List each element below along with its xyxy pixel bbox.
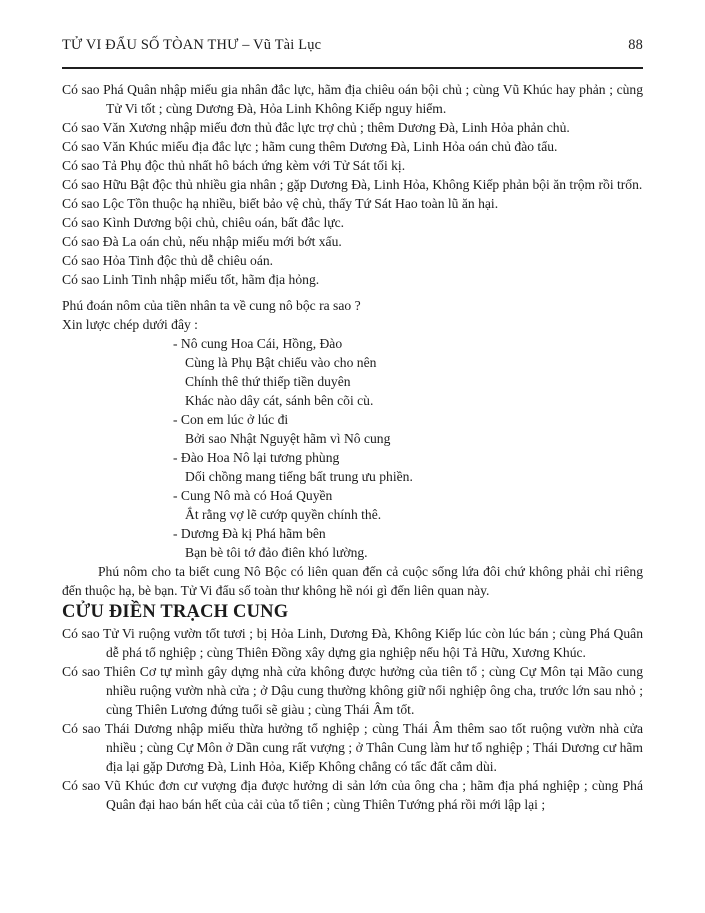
paragraph: Có sao Linh Tinh nhập miếu tốt, hãm địa hỏng. [62, 272, 320, 287]
poem-stanza [62, 486, 643, 524]
poem-stanza [62, 524, 643, 562]
poem-line: Khác nào dây cát, sánh bên cõi cù. [185, 393, 374, 408]
poem-line: - Đào Hoa Nô lại tương phùng [173, 450, 340, 465]
closing-paragraph: Phú nôm cho ta biết cung Nô Bộc có liên quan đến cả cuộc sống lứa đôi chứ không phải chỉ riêng đến thuộc hạ, bè bạn. Tử Vi đẩu số toàn thư không hề nói gì đến liên quan này. [62, 564, 643, 598]
poem-line: Bởi sao Nhật Nguyệt hãm vì Nô cung [185, 431, 391, 446]
poem [62, 334, 643, 562]
poem-intro-line: Phú đoán nôm của tiền nhân ta về cung nô bộc ra sao ? [62, 298, 361, 313]
poem-line: Bạn bè tôi tớ đảo điên khó lường. [185, 545, 368, 560]
poem-line: Chính thê thứ thiếp tiền duyên [185, 374, 351, 389]
paragraph: Có sao Tử Vi ruộng vườn tốt tươi ; bị Hỏa Linh, Dương Đà, Không Kiếp lúc còn lúc bán ; cùng Phá Quân dễ phá tổ nghiệp ; cùng Thiên Đồng xây dựng gia nghiệp nếu hội Tả Hữu, Xương Khúc. [62, 626, 643, 660]
paragraph: Có sao Hữu Bật độc thủ nhiều gia nhân ; gặp Dương Đà, Linh Hỏa, Không Kiếp phản bội ăn trộm rồi trốn. [62, 177, 643, 192]
poem-line: - Cung Nô mà có Hoá Quyền [173, 488, 333, 503]
paragraph: Có sao Tả Phụ độc thủ nhất hô bách ứng kèm với Tử Sát tối kị. [62, 158, 406, 173]
page-number: 88 [628, 37, 643, 53]
poem-line: - Con em lúc ở lúc đi [173, 412, 289, 427]
poem-stanza [62, 448, 643, 486]
running-title: TỬ VI ĐẨU SỐ TÒAN THƯ – Vũ Tài Lục [62, 37, 322, 53]
paragraph: Có sao Đà La oán chủ, nếu nhập miếu mới bớt xấu. [62, 234, 342, 249]
poem-intro-line: Xin lược chép dưới đây : [62, 317, 198, 332]
poem-stanza [62, 334, 643, 410]
paragraph: Có sao Văn Khúc miếu địa đắc lực ; hãm cung thêm Dương Đà, Linh Hỏa oán chủ đào tẩu. [62, 139, 558, 154]
section-heading: CỬU ĐIỀN TRẠCH CUNG [62, 602, 289, 622]
paragraph: Có sao Vũ Khúc đơn cư vượng địa được hưởng di sản lớn của ông cha ; hãm địa phá nghiệp ; cùng Phá Quân đại hao bán hết của cải của tổ tiên ; cùng Thiên Tướng phá rồi mới lập lại ; [62, 778, 643, 812]
paragraph: Có sao Hỏa Tinh độc thủ dễ chiêu oán. [62, 253, 274, 268]
paragraph: Có sao Phá Quân nhập miếu gia nhân đắc lực, hãm địa chiêu oán bội chủ ; cùng Vũ Khúc hay phản ; cùng Tử Vi tốt ; cùng Dương Đà, Hỏa Linh Không Kiếp nguy hiểm. [62, 82, 643, 116]
page-header [62, 37, 643, 54]
page-body [62, 80, 643, 814]
paragraph: Có sao Kình Dương bội chủ, chiêu oán, bất đắc lực. [62, 215, 345, 230]
paragraph: Có sao Thiên Cơ tự mình gây dựng nhà cửa không được hưởng của tiên tổ ; cùng Cự Môn tại Mão cung nhiều ruộng vườn nhà cửa ; ở Dậu cung thường không giữ nổi nghiệp ông cha, trước lớn sau nhỏ ; cùng Thiên Lương đứng tuổi sẽ giàu ; cùng Thái Âm tốt. [62, 664, 643, 717]
paragraph: Có sao Văn Xương nhập miếu đơn thủ đắc lực trợ chủ ; thêm Dương Đà, Linh Hỏa phản chủ. [62, 120, 570, 135]
poem-line: - Nô cung Hoa Cái, Hồng, Đào [173, 336, 343, 351]
poem-line: Ắt rằng vợ lẽ cướp quyền chính thê. [185, 507, 382, 522]
paragraph: Có sao Lộc Tồn thuộc hạ nhiều, biết bảo vệ chủ, thấy Tứ Sát Hao toàn lũ ăn hại. [62, 196, 499, 211]
header-divider [62, 67, 643, 69]
section-gap [62, 289, 643, 296]
poem-stanza [62, 410, 643, 448]
poem-line: Dối chồng mang tiếng bất trung ưu phiền. [185, 469, 413, 484]
poem-line: Cùng là Phụ Bật chiếu vào cho nên [185, 355, 377, 370]
poem-line: - Dương Đà kị Phá hãm bên [173, 526, 326, 541]
paragraph: Có sao Thái Dương nhập miếu thừa hưởng tổ nghiệp ; cùng Thái Âm thêm sao tốt ruộng vườn nhà cửa nhiều ; cùng Cự Môn ở Dần cung rất vượng ; ở Thân Cung làm hư tổ nghiệp ; Thái Dương cư hãm địa lại gặp Dương Đà, Linh Hỏa, Kiếp Không chẳng có tấc đất cắm dùi. [62, 721, 643, 774]
